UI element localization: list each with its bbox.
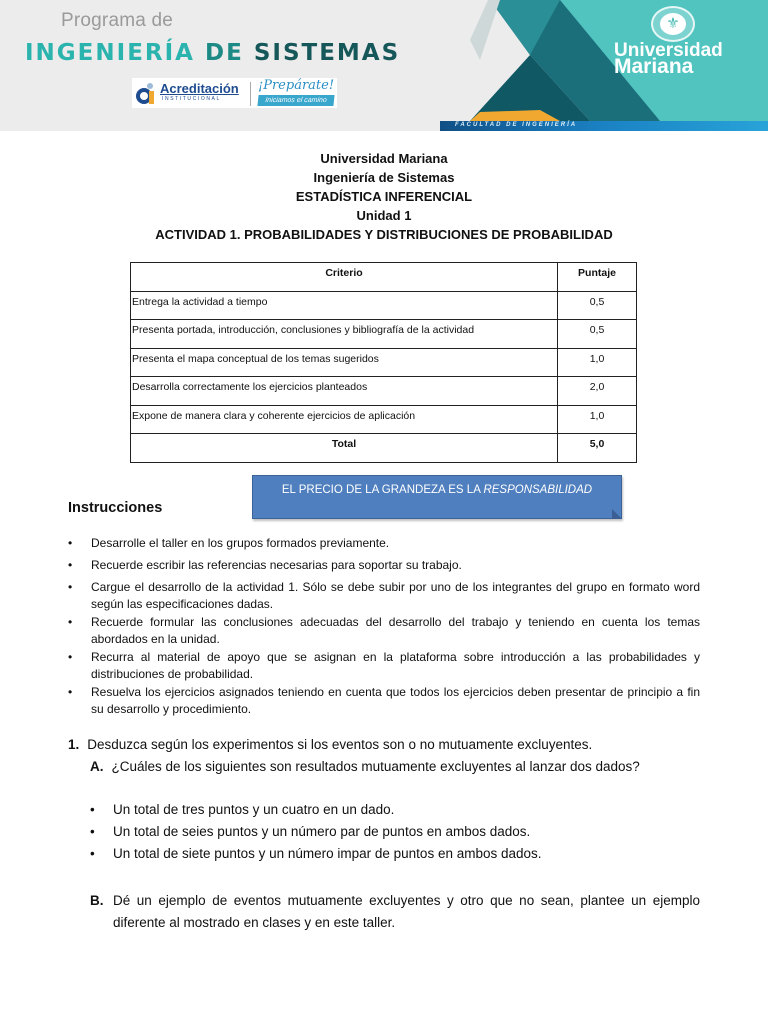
question-1: [68, 737, 708, 752]
motto-emphasis: RESPONSABILIDAD: [483, 484, 593, 496]
instruction-text: Cargue el desarrollo de la actividad 1. Sólo se debe subir por uno de los integrantes del grupo en formato word según las especificaciones dadas.: [91, 580, 700, 611]
faculty-label: FACULTAD DE INGENIERÍA: [455, 122, 578, 128]
list-item: [68, 579, 700, 613]
program-title-part2: DE: [205, 40, 244, 66]
program-subtitle: Ingeniería de Sistemas: [313, 170, 455, 185]
score-cell: 0,5: [558, 291, 637, 320]
criterion-cell: Presenta portada, introducción, conclusiones y bibliografía de la actividad: [131, 320, 558, 349]
accreditation-sub: INSTITUCIONAL: [162, 96, 221, 102]
program-title: [25, 40, 400, 66]
university-name-line1: Universidad: [614, 40, 723, 61]
accreditation-label: Acreditación: [160, 81, 239, 96]
university-name-line2: Mariana: [614, 55, 694, 78]
bullet-icon: •: [68, 685, 73, 699]
motto-text: EL PRECIO DE LA GRANDEZA ES LA: [281, 484, 481, 496]
list-item: [68, 614, 700, 648]
program-prefix: Programa de: [61, 10, 174, 31]
header-banner: [0, 0, 768, 131]
prepare-sub: Iniciamos el camino: [257, 95, 334, 106]
list-item: [68, 684, 700, 718]
score-cell: 2,0: [558, 377, 637, 406]
bullet-icon: •: [90, 802, 95, 817]
bullet-icon: •: [90, 846, 95, 861]
instruction-text: Recurra al material de apoyo que se asignan en la plataforma sobre introducción a las probabilidades y distribuciones de probabilidad.: [91, 650, 700, 681]
criterion-cell: Presenta el mapa conceptual de los temas sugeridos: [131, 348, 558, 377]
criterion-cell: Desarrolla correctamente los ejercicios planteados: [131, 377, 558, 406]
total-score: 5,0: [558, 434, 637, 463]
question-1a-options: [90, 802, 710, 868]
instruction-text: Resuelva los ejercicios asignados teniendo en cuenta que todos los ejercicios deben presentar de principio a fin su desarrollo y procedimiento.: [91, 685, 700, 716]
program-title-part1: INGENIERÍA: [25, 40, 195, 66]
rubric-table: [130, 262, 637, 463]
criterion-cell: Expone de manera clara y coherente ejercicios de aplicación: [131, 405, 558, 434]
folded-corner: [612, 509, 622, 519]
question-1b: [90, 890, 700, 934]
bullet-icon: •: [68, 650, 73, 664]
program-title-part3: SISTEMAS: [253, 40, 401, 66]
bullet-icon: •: [68, 536, 73, 550]
table-row: [131, 320, 637, 349]
question-1a: [90, 759, 710, 774]
option-text: Un total de siete puntos y un número impar de puntos en ambos dados.: [113, 846, 542, 861]
instruction-text: Desarrolle el taller en los grupos formados previamente.: [91, 536, 390, 550]
bullet-icon: •: [90, 824, 95, 839]
instruction-text: Recuerde formular las conclusiones adecuadas del desarrollo del trabajo y teniendo en cuenta los temas abordados en la unidad.: [91, 615, 700, 646]
table-header-row: [131, 263, 637, 292]
instructions-title: Instrucciones: [68, 500, 163, 516]
accreditation-logo-icon: [134, 82, 160, 106]
column-header-criterio: Criterio: [131, 263, 558, 292]
criterion-cell: Entrega la actividad a tiempo: [131, 291, 558, 320]
column-header-puntaje: Puntaje: [558, 263, 637, 292]
activity-title: ACTIVIDAD 1. PROBABILIDADES Y DISTRIBUCIONES DE PROBABILIDAD: [155, 227, 613, 242]
badge-divider: [250, 82, 251, 106]
bullet-icon: •: [68, 615, 73, 629]
score-cell: 1,0: [558, 405, 637, 434]
question-label: B.: [90, 893, 104, 908]
option-text: Un total de tres puntos y un cuatro en un dado.: [113, 802, 395, 817]
list-item: [68, 649, 700, 683]
bullet-icon: •: [68, 580, 73, 594]
instruction-text: Recuerde escribir las referencias necesarias para soportar su trabajo.: [91, 558, 462, 572]
list-item: [90, 802, 710, 824]
university-title: Universidad Mariana: [320, 151, 448, 166]
list-item: [90, 846, 710, 868]
question-text: Dé un ejemplo de eventos mutuamente excluyentes y otro que no sean, plantee un ejemplo diferente al mostrado en clases y en este taller.: [113, 893, 700, 930]
university-seal-icon: [651, 6, 695, 42]
prepare-label: ¡Prepárate!: [258, 78, 335, 93]
table-row: [131, 377, 637, 406]
total-row: [131, 434, 637, 463]
list-item: [68, 557, 700, 574]
score-cell: 0,5: [558, 320, 637, 349]
question-label: A.: [90, 759, 104, 774]
question-number: 1.: [68, 737, 80, 752]
table-row: [131, 348, 637, 377]
score-cell: 1,0: [558, 348, 637, 377]
fleur-de-lis-icon: ⚜: [660, 13, 686, 35]
list-item: [68, 535, 700, 552]
table-row: [131, 405, 637, 434]
option-text: Un total de seies puntos y un número par de puntos en ambos dados.: [113, 824, 531, 839]
instructions-list: [68, 535, 700, 723]
unit-title: Unidad 1: [356, 208, 412, 223]
list-item: [90, 824, 710, 846]
table-row: [131, 291, 637, 320]
motto-box: [252, 475, 622, 519]
question-text: Desduzca según los experimentos si los eventos son o no mutuamente excluyentes.: [87, 737, 593, 752]
course-title: ESTADÍSTICA INFERENCIAL: [295, 189, 473, 204]
question-text: ¿Cuáles de los siguientes son resultados mutuamente excluyentes al lanzar dos dados?: [111, 759, 640, 774]
bullet-icon: •: [68, 558, 73, 572]
total-label: Total: [131, 434, 558, 463]
